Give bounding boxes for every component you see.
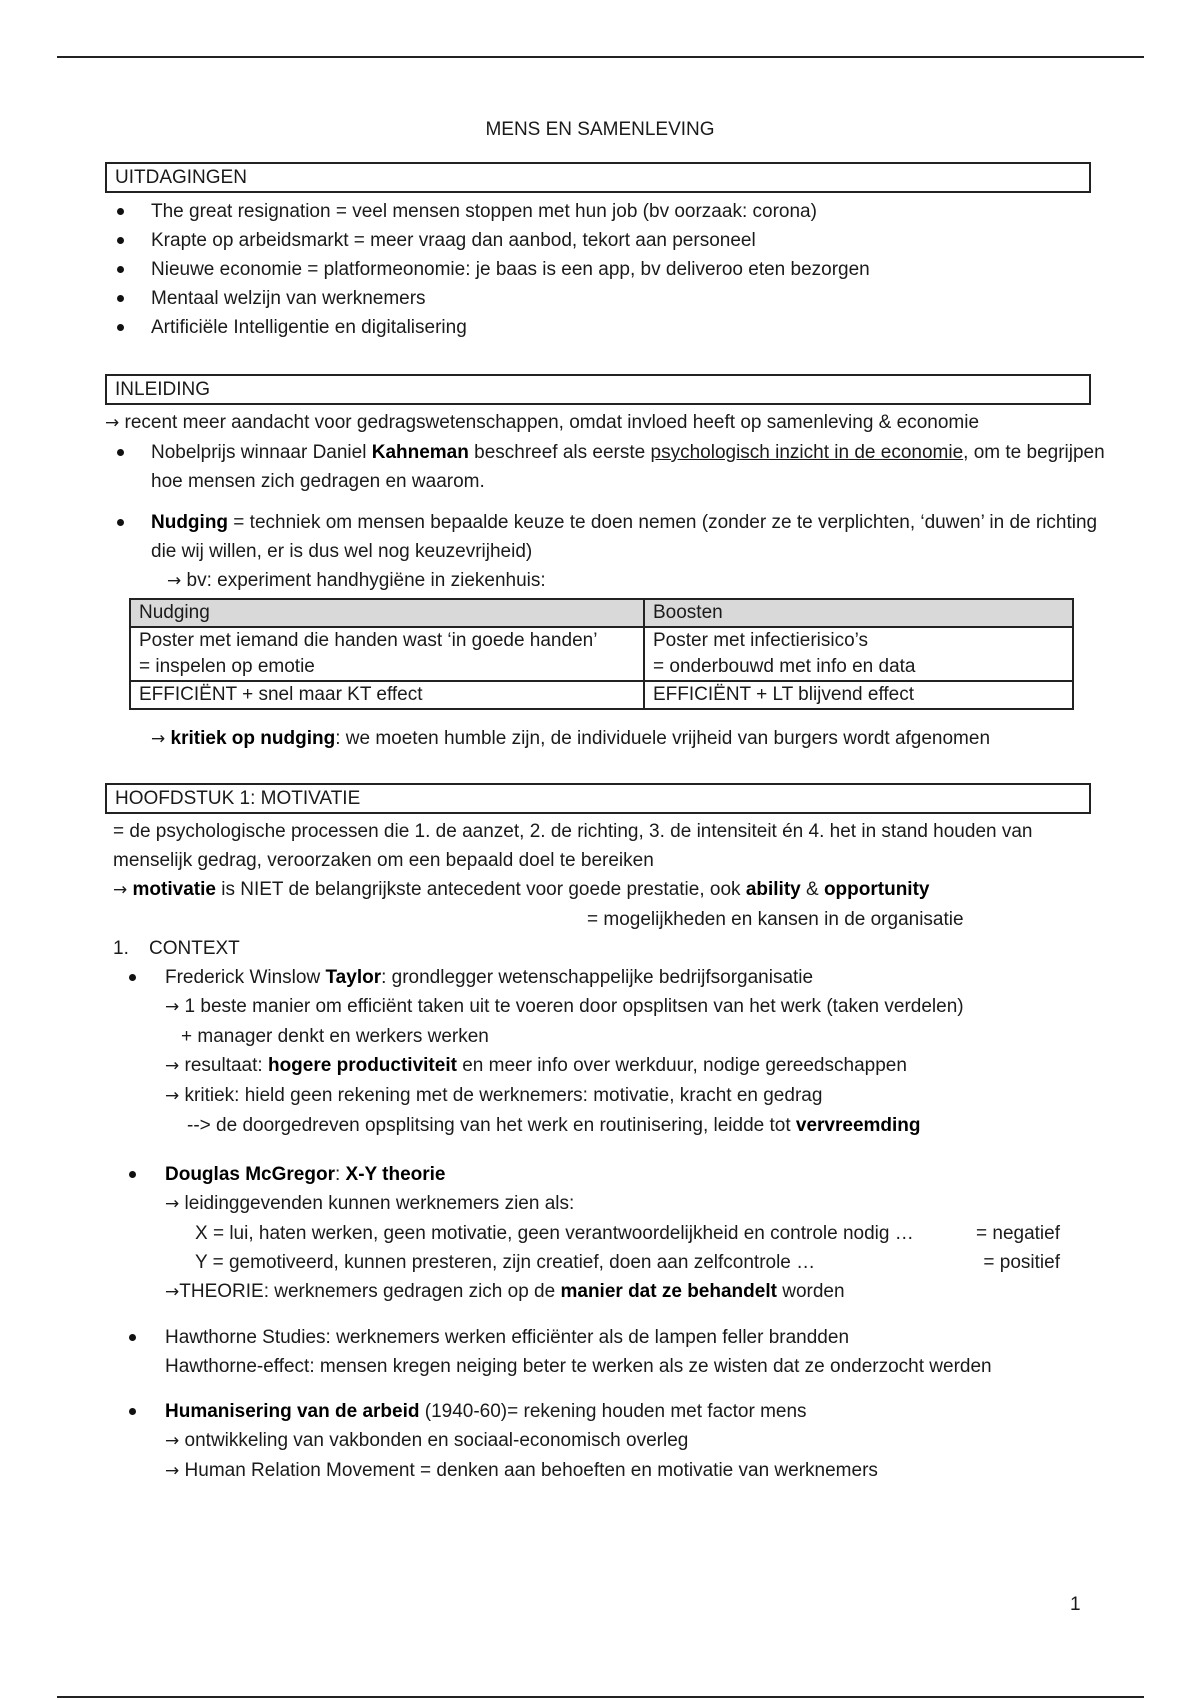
arrow-right-icon: → [165, 1056, 180, 1076]
arrow-right-icon: → [165, 1282, 180, 1302]
list-item: Mentaal welzijn van werknemers [105, 284, 1105, 313]
arrow-right-icon: → [165, 1431, 180, 1451]
hawthorne-item: Hawthorne Studies: werknemers werken efficiënter als de lampen feller brandden Hawthorne-effect: mensen kregen neiging beter te werken als ze wisten dat ze onderzocht werden [105, 1323, 1098, 1381]
nobel-item: Nobelprijs winnaar Daniel Kahneman beschreef als eerste psychologisch inzicht in de economie, om te begrijpen hoe mensen zich gedragen en waarom. [105, 438, 1105, 496]
humanisering-item: Humanisering van de arbeid (1940-60)= rekening houden met factor mens → ontwikkeling van vakbonden en sociaal-economisch overleg → Human Relation Movement = denken aan behoeften en motivatie van werknemers [105, 1397, 1098, 1486]
top-rule [57, 56, 1144, 58]
table-cell: EFFICIËNT + LT blijvend effect [644, 681, 1073, 709]
taylor-item: Frederick Winslow Taylor: grondlegger wetenschappelijke bedrijfsorganisatie → 1 beste manier om efficiënt taken uit te voeren door opsplitsen van het werk (taken verdelen) + manager denkt en werkers werken → resultaat: hogere productiviteit en meer info over werkduur, nodige gereedschappen → kritiek: hield geen rekening met de werknemers: motivatie, kracht en gedrag --> de doorgedreven opsplitsing van het werk en routinisering, leidde tot vervreemding [105, 963, 1098, 1140]
inleiding-intro: → recent meer aandacht voor gedragswetenschappen, omdat invloed heeft op samenleving & economie [105, 412, 980, 433]
table-header-cell: Boosten [644, 599, 1073, 627]
table-cell: Poster met iemand die handen wast ‘in goede handen’ = inspelen op emotie [130, 627, 644, 681]
motivatie-definition: = de psychologische processen die 1. de aanzet, 2. de richting, 3. de intensiteit én 4. het in stand houden van menselijk gedrag, veroorzaken om een bepaald doel te bereiken [113, 821, 1033, 871]
section-heading-uitdagingen: UITDAGINGEN [105, 162, 1091, 193]
list-item: Artificiële Intelligentie en digitalisering [105, 313, 1105, 342]
arrow-right-icon: → [165, 997, 180, 1017]
hoofdstuk1-body [113, 817, 1098, 1486]
table-cell: EFFICIËNT + snel maar KT effect [130, 681, 644, 709]
context-list [105, 963, 1098, 1486]
page-number: 1 [1070, 1594, 1081, 1615]
section-heading-inleiding: INLEIDING [105, 374, 1091, 405]
arrow-right-icon: → [105, 413, 120, 433]
table-header-cell: Nudging [130, 599, 644, 627]
bottom-rule [57, 1696, 1144, 1698]
motivatie-antecedent: → motivatie is NIET de belangrijkste antecedent voor goede prestatie, ook ability & opportunity [113, 879, 930, 900]
table-cell: Poster met infectierisico’s = onderbouwd met info en data [644, 627, 1073, 681]
arrow-right-icon: → [151, 729, 166, 749]
opportunity-definition: = mogelijkheden en kansen in de organisatie [587, 909, 964, 930]
arrow-right-icon: → [167, 571, 182, 591]
arrow-right-icon: → [165, 1086, 180, 1106]
arrow-right-icon: → [113, 880, 128, 900]
kritiek-nudging: → kritiek op nudging: we moeten humble zijn, de individuele vrijheid van burgers wordt afgenomen [151, 728, 991, 749]
document-title: MENS EN SAMENLEVING [485, 119, 715, 140]
nudging-item: Nudging = techniek om mensen bepaalde keuze te doen nemen (zonder ze te verplichten, ‘duwen’ in de richting die wij willen, er is dus wel nog keuzevrijheid) → bv: experiment handhygiëne in ziekenhuis: [105, 508, 1105, 596]
arrow-right-icon: → [165, 1194, 180, 1214]
list-item: Nieuwe economie = platformeonomie: je baas is een app, bv deliveroo eten bezorgen [105, 255, 1105, 284]
uitdagingen-list [105, 197, 1105, 342]
list-item: Krapte op arbeidsmarkt = meer vraag dan aanbod, tekort aan personeel [105, 226, 1105, 255]
table-row [130, 627, 1073, 681]
nudging-boosten-table [129, 598, 1074, 710]
table-row [130, 681, 1073, 709]
context-heading: 1. CONTEXT [113, 938, 240, 959]
mcgregor-item: Douglas McGregor: X-Y theorie → leidinggevenden kunnen werknemers zien als: X = lui, haten werken, geen motivatie, geen verantwoordelijkheid en controle nodig … = negatief Y = gemotiveerd, kunnen presteren, zijn creatief, doen aan zelfcontrole … = positief →THEORIE: werknemers gedragen zich op de manier dat ze behandelt worden [105, 1160, 1098, 1307]
table-header-row [130, 599, 1073, 627]
arrow-right-icon: → [165, 1461, 180, 1481]
section-heading-hoofdstuk-1: HOOFDSTUK 1: MOTIVATIE [105, 783, 1091, 814]
list-item: The great resignation = veel mensen stoppen met hun job (bv oorzaak: corona) [105, 197, 1105, 226]
inleiding-body [105, 408, 1105, 596]
nudging-example: → bv: experiment handhygiëne in ziekenhuis: [167, 570, 546, 591]
